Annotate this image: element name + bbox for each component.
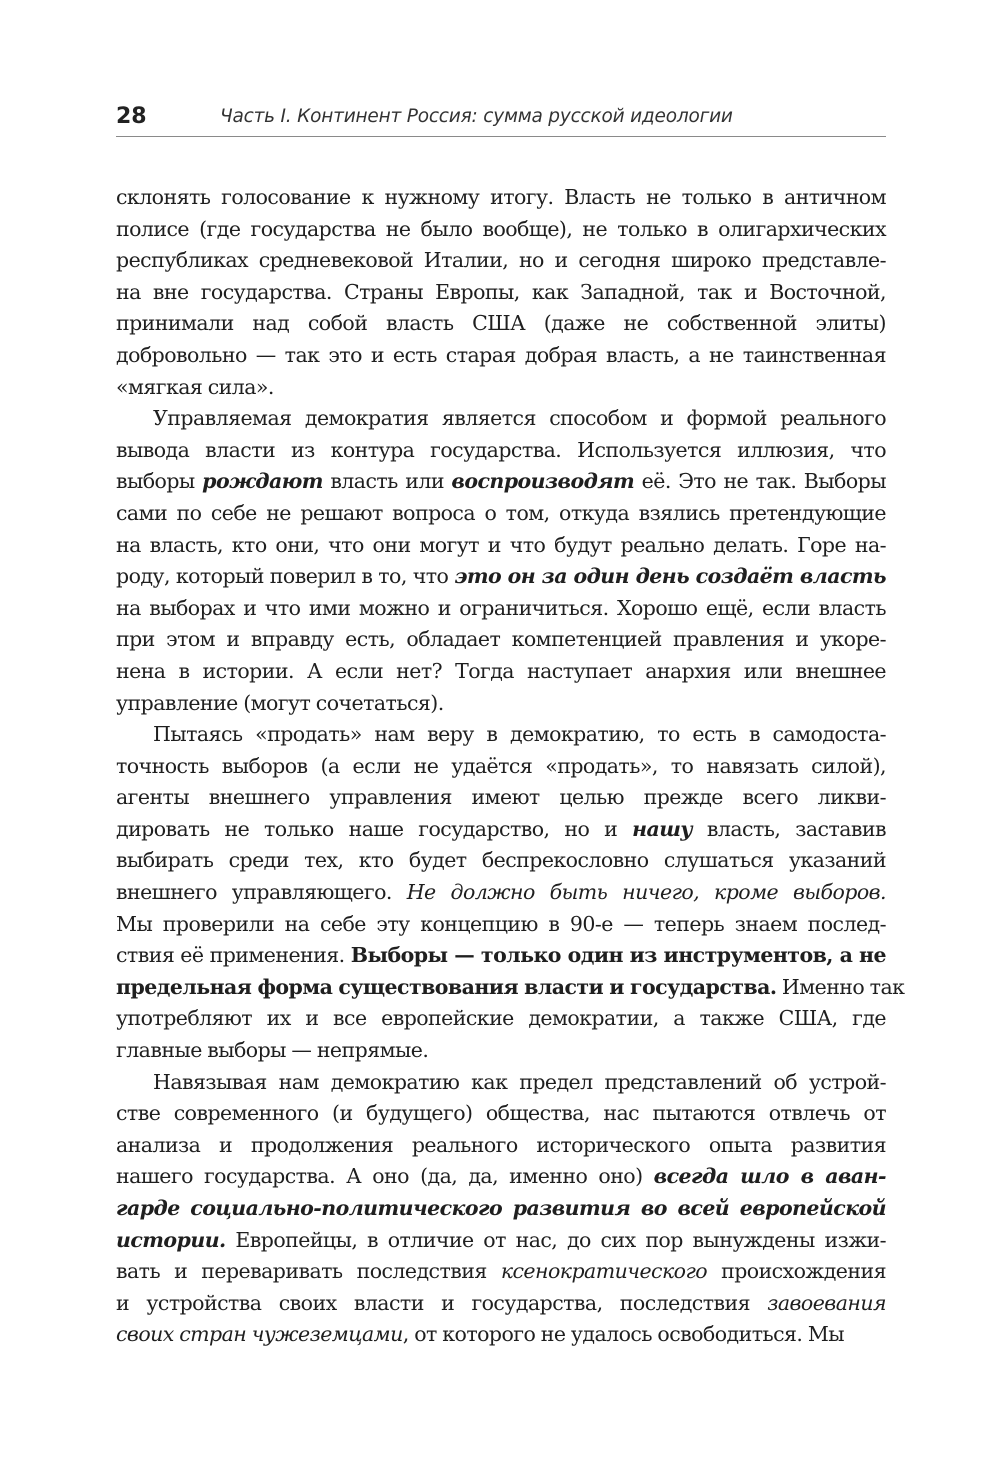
text-run: добровольно — так это и есть старая добрая власть, а не таинственная (116, 342, 886, 367)
text-run: на выборах и что ими можно и ограничиться. Хорошо ещё, если власть (116, 595, 886, 620)
italic-text: завоевания (767, 1290, 886, 1315)
bold-italic-text: всегда шло в аван- (653, 1164, 886, 1189)
paragraph (116, 719, 905, 1067)
text-line (116, 845, 886, 877)
text-line (116, 245, 886, 277)
text-line (116, 530, 886, 562)
text-run: Европейцы, в отличие от нас, до сих пор вынуждены изжи- (225, 1227, 886, 1252)
text-line (116, 656, 886, 688)
text-run: стве современного (и будущего) общества, нас пытаются отвлечь от (116, 1101, 886, 1126)
text-run: Управляемая демократия является способом и формой реального (153, 406, 886, 431)
text-run: употребляют их и все европейские демократии, а также США, где (116, 1006, 886, 1031)
text-line (116, 719, 886, 751)
bold-text: Выборы — только один из инструментов, а не (350, 943, 886, 968)
text-run: анализа и продолжения реального исторического опыта развития (116, 1132, 886, 1157)
text-line (116, 1130, 886, 1162)
text-line (116, 940, 886, 972)
text-run: происхождения (707, 1259, 886, 1284)
bold-italic-text: рождают (202, 469, 323, 494)
text-run: Мы проверили на себе эту концепцию в 90-е — теперь знаем послед- (116, 911, 886, 936)
running-header (116, 100, 886, 137)
text-line (116, 688, 886, 720)
text-line (116, 498, 886, 530)
text-line (116, 782, 886, 814)
running-title: Часть I. Континент Россия: сумма русской идеологии (220, 106, 733, 127)
bold-italic-text: это он за один день создаёт власть (454, 564, 886, 589)
bold-italic-text: нашу (632, 816, 693, 841)
text-run: власть или (322, 469, 452, 494)
text-line (116, 1319, 886, 1351)
text-run: при этом и вправду есть, обладает компетенцией правления и укоре- (116, 627, 886, 652)
text-run: внешнего управляющего. (116, 880, 407, 905)
text-run: вать и переваривать последствия (116, 1259, 501, 1284)
bold-italic-text: истории. (116, 1227, 226, 1252)
text-run: , от которого не удалось освободиться. Мы (402, 1322, 845, 1347)
text-run: выбирать среди тех, кто будет беспрекословно слушаться указаний (116, 848, 886, 873)
text-run: «мягкая сила». (116, 374, 274, 399)
text-run: нашего государства. А оно (да, да, именно оно) (116, 1164, 654, 1189)
text-run: дировать не только наше государство, но и (116, 816, 633, 841)
text-line (116, 1161, 886, 1193)
text-line (116, 277, 886, 309)
text-line (116, 909, 886, 941)
bold-italic-text: гарде социально-политического развития во всей европейской (116, 1196, 886, 1220)
text-line (116, 340, 886, 372)
text-run: вывода власти из контура государства. Используется иллюзия, что (116, 437, 886, 462)
text-run: на власть, кто они, что они могут и что будут реально делать. Горе на- (116, 532, 886, 557)
text-line (116, 435, 886, 467)
text-line (116, 877, 886, 909)
text-line (116, 1035, 886, 1067)
text-run: управление (могут сочетаться). (116, 690, 444, 715)
text-line (116, 1067, 886, 1099)
text-run: точность выборов (а если не удаётся «продать», то навязать силой), (116, 753, 886, 778)
text-run: нена в истории. А если нет? Тогда наступает анархия или внешнее (116, 658, 886, 683)
paragraph (116, 403, 886, 719)
page-number: 28 (116, 104, 147, 129)
text-run: и устройства своих власти и государства, последствия (116, 1290, 768, 1315)
paragraph (116, 182, 886, 403)
text-line (116, 372, 886, 404)
paragraph (116, 1067, 886, 1351)
text-run: главные выборы — непрямые. (116, 1038, 429, 1063)
italic-text: Не должно быть ничего, кроме выборов. (406, 880, 887, 905)
text-line (116, 1193, 886, 1225)
text-line (116, 814, 886, 846)
text-run: её. Это не так. Выборы (634, 469, 886, 494)
text-line (116, 1003, 886, 1035)
text-line (116, 561, 886, 593)
text-line (116, 972, 905, 1004)
text-line (116, 593, 886, 625)
text-line (116, 1225, 886, 1257)
text-line (116, 182, 886, 214)
text-run: агенты внешнего управления имеют целью прежде всего ликви- (116, 785, 886, 810)
italic-text: ксенократического (500, 1259, 708, 1284)
text-run: на вне государства. Страны Европы, как Западной, так и Восточной, (116, 279, 886, 304)
text-run: принимали над собой власть США (даже не собственной элиты) (116, 311, 886, 336)
text-line (116, 624, 886, 656)
bold-italic-text: воспроизводят (451, 469, 635, 494)
text-run: выборы (116, 469, 203, 494)
text-line (116, 1256, 886, 1288)
text-line (116, 308, 886, 340)
text-line (116, 1288, 886, 1320)
text-line (116, 1098, 886, 1130)
text-run: сами по себе не решают вопроса о том, откуда взялись претендующие (116, 500, 886, 525)
text-line (116, 466, 886, 498)
bold-text: предельная форма существования власти и государства. (116, 974, 777, 999)
text-run: полисе (где государства не было вообще), не только в олигархических (116, 216, 886, 241)
text-run: Именно так (776, 974, 905, 999)
text-run: республиках средневековой Италии, но и сегодня широко представле- (116, 248, 886, 273)
text-run: Навязывая нам демократию как предел представлений об устрой- (153, 1069, 886, 1094)
text-run: склонять голосование к нужному итогу. Власть не только в античном (116, 185, 886, 209)
body-text (116, 182, 905, 1351)
text-run: ствия её применения. (116, 943, 351, 968)
text-run: роду, который поверил в то, что (116, 564, 455, 589)
text-line (116, 751, 886, 783)
italic-text: своих стран чужеземцами (116, 1322, 403, 1347)
text-run: Пытаясь «продать» нам веру в демократию, то есть в самодоста- (153, 722, 886, 747)
text-line (116, 214, 886, 246)
text-line (116, 403, 886, 435)
text-run: власть, заставив (692, 816, 887, 841)
